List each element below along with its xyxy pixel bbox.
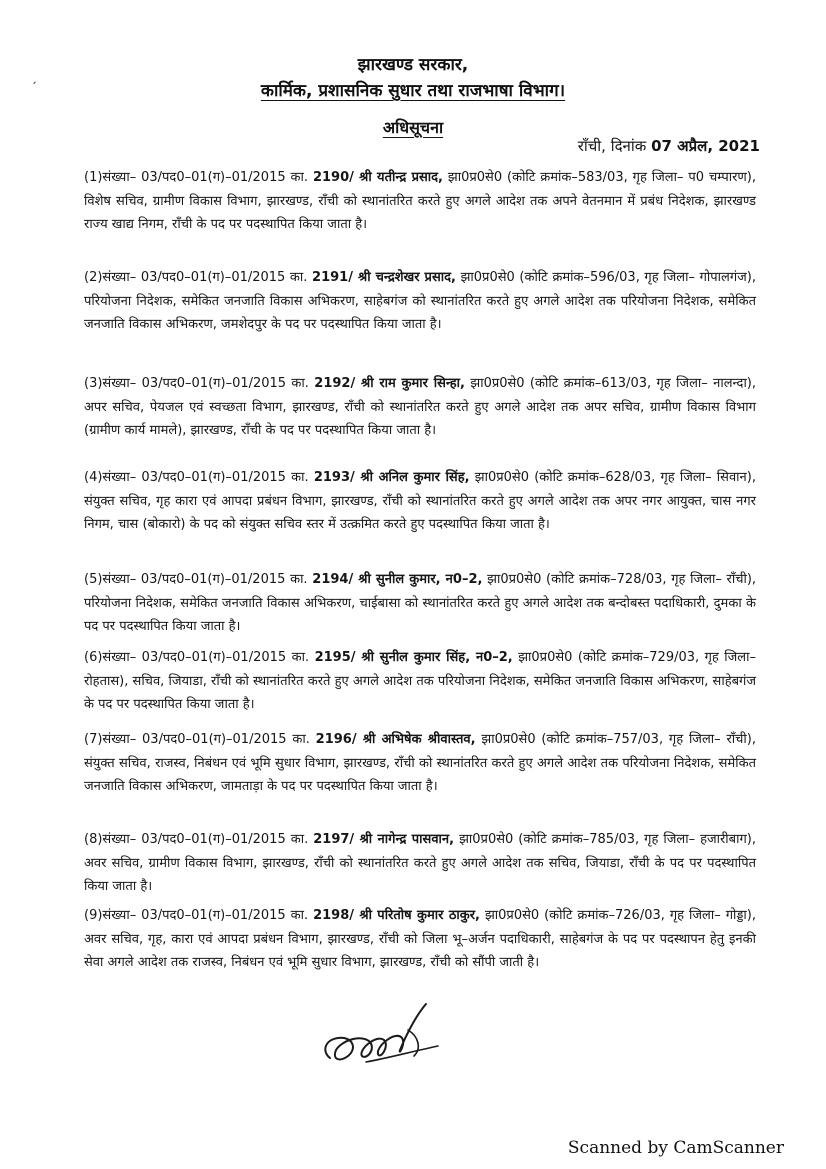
date-prefix: राँची, दिनांक bbox=[577, 137, 647, 155]
officer-name: / श्री अनिल कुमार सिंह, bbox=[350, 470, 470, 485]
order-number: 2195 bbox=[314, 650, 351, 665]
order-lead: (7)संख्या– 03/पद0–01(ग)–01/2015 का. bbox=[84, 732, 310, 747]
officer-name: / श्री चन्द्रशेखर प्रसाद, bbox=[348, 270, 456, 285]
officer-name: / श्री सुनील कुमार, न0–2, bbox=[348, 572, 483, 587]
order-number: 2198 bbox=[313, 908, 350, 923]
order-lead: (8)संख्या– 03/पद0–01(ग)–01/2015 का. bbox=[84, 832, 309, 847]
order-paragraph-5 bbox=[84, 568, 756, 639]
order-number: 2193 bbox=[313, 470, 351, 485]
order-number: 2197 bbox=[313, 832, 350, 847]
order-number: 2191 bbox=[312, 270, 349, 285]
order-lead: (3)संख्या– 03/पद0–01(ग)–01/2015 का. bbox=[84, 376, 309, 391]
officer-name: / श्री परितोष कुमार ठाकुर, bbox=[349, 908, 480, 923]
officer-name: / श्री अभिषेक श्रीवास्तव, bbox=[351, 732, 476, 747]
order-number: 2192 bbox=[314, 376, 351, 391]
order-paragraph-7 bbox=[84, 728, 756, 799]
signature bbox=[318, 1000, 458, 1080]
order-body: झा0प्र0से0 (कोटि क्रमांक–583/03, गृह जिला– प0 चम्पारण), विशेष सचिव, ग्रामीण विकास विभाग, झारखण्ड, राँची को स्थानांतरित करते हुए अगले आदेश तक अपने वेतनमान में प्रबंध निदेशक, झारखण्ड राज्य खाद्य निगम, राँची के पद पर पदस्थापित किया जाता है। bbox=[84, 170, 757, 232]
order-body: झा0प्र0से0 (कोटि क्रमांक–613/03, गृह जिला– नालन्दा), अपर सचिव, पेयजल एवं स्वच्छता विभाग, झारखण्ड, राँची को स्थानांतरित करते हुए अगले आदेश तक अपर सचिव, ग्रामीण विकास विभाग (ग्रामीण कार्य मामले), झारखण्ड, राँची के पद पर पदस्थापित किया जाता है। bbox=[84, 376, 757, 438]
scanner-watermark: Scanned by CamScanner bbox=[567, 1138, 784, 1158]
order-lead: (1)संख्या– 03/पद0–01(ग)–01/2015 का. bbox=[84, 170, 309, 185]
order-paragraph-4 bbox=[84, 466, 756, 537]
scan-mark: ˏ bbox=[31, 70, 37, 84]
order-body: झा0प्र0से0 (कोटि क्रमांक–729/03, गृह जिला– रोहतास), सचिव, जियाडा, राँची को स्थानांतरित करते हुए अगले आदेश तक परियोजना निदेशक, समेकित जनजाति विकास अभिकरण, साहेबगंज के पद पर पदस्थापित किया जाता है। bbox=[84, 650, 756, 712]
order-lead: (2)संख्या– 03/पद0–01(ग)–01/2015 का. bbox=[84, 270, 308, 285]
notice-date bbox=[578, 136, 760, 156]
officer-name: / श्री यतीन्द्र प्रसाद, bbox=[349, 170, 443, 185]
order-paragraph-8 bbox=[84, 828, 756, 899]
order-lead: (6)संख्या– 03/पद0–01(ग)–01/2015 का. bbox=[84, 650, 310, 665]
officer-name: / श्री सुनील कुमार सिंह, न0–2, bbox=[350, 650, 513, 665]
order-number: 2190 bbox=[312, 170, 350, 185]
order-number: 2194 bbox=[312, 572, 349, 587]
order-body: झा0प्र0से0 (कोटि क्रमांक–728/03, गृह जिला– राँची), परियोजना निदेशक, समेकित जनजाति विकास अभिकरण, चाईबासा को स्थानांतरित करते हुए अगले आदेश तक बन्दोबस्त पदाधिकारी, दुमका के पद पर पदस्थापित किया जाता है। bbox=[84, 572, 757, 634]
order-paragraph-6 bbox=[84, 646, 756, 717]
order-body: झा0प्र0से0 (कोटि क्रमांक–726/03, गृह जिला– गोड्डा), अवर सचिव, गृह, कारा एवं आपदा प्रबंधन विभाग, झारखण्ड, राँची को जिला भू–अर्जन पदाधिकारी, साहेबगंज के पद पर पदस्थापन हेतु इनकी सेवा अगले आदेश तक राजस्व, निबंधन एवं भूमि सुधार विभाग, झारखण्ड, राँची को सौंपी जाती है। bbox=[84, 908, 756, 970]
officer-name: / श्री राम कुमार सिन्हा, bbox=[350, 376, 465, 391]
order-paragraph-1 bbox=[84, 166, 756, 237]
order-paragraph-2 bbox=[84, 266, 756, 337]
order-lead: (9)संख्या– 03/पद0–01(ग)–01/2015 का. bbox=[84, 908, 309, 923]
order-paragraph-9 bbox=[84, 904, 756, 975]
department-header-text: कार्मिक, प्रशासनिक सुधार तथा राजभाषा विभाग। bbox=[260, 81, 566, 101]
order-paragraph-3 bbox=[84, 372, 756, 443]
officer-name: / श्री नागेन्द्र पासवान, bbox=[349, 832, 455, 847]
notice-title: अधिसूचना bbox=[382, 118, 444, 137]
order-lead: (5)संख्या– 03/पद0–01(ग)–01/2015 का. bbox=[84, 572, 308, 587]
order-body: झा0प्र0से0 (कोटि क्रमांक–596/03, गृह जिला– गोपालगंज), परियोजना निदेशक, समेकित जनजाति विकास अभिकरण, साहेबगंज को स्थानांतरित करते हुए अगले आदेश तक परियोजना निदेशक, समेकित जनजाति विकास अभिकरण, जमशेदपुर के पद पर पदस्थापित किया जाता है। bbox=[84, 270, 757, 332]
order-lead: (4)संख्या– 03/पद0–01(ग)–01/2015 का. bbox=[84, 470, 309, 485]
order-body: झा0प्र0से0 (कोटि क्रमांक–757/03, गृह जिला– राँची), संयुक्त सचिव, राजस्व, निबंधन एवं भूमि सुधार विभाग, झारखण्ड, राँची को स्थानांतरित करते हुए अगले आदेश तक परियोजना निदेशक, समेकित जनजाति विकास अभिकरण, जामताड़ा के पद पर पदस्थापित किया जाता है। bbox=[84, 732, 756, 794]
date-value: 07 अप्रैल, 2021 bbox=[651, 137, 760, 155]
order-number: 2196 bbox=[315, 732, 352, 747]
government-header: झारखण्ड सरकार, bbox=[357, 55, 469, 75]
department-header bbox=[0, 78, 826, 101]
order-body: झा0प्र0से0 (कोटि क्रमांक–628/03, गृह जिला– सिवान), संयुक्त सचिव, गृह कारा एवं आपदा प्रबंधन विभाग, झारखण्ड, राँची को स्थानांतरित करते हुए अगले आदेश तक अपर नगर आयुक्त, चास नगर निगम, चास (बोकारो) के पद को संयुक्त सचिव स्तर में उत्क्रमित करते हुए पदस्थापित किया जाता है। bbox=[84, 470, 756, 532]
order-body: झा0प्र0से0 (कोटि क्रमांक–785/03, गृह जिला– हजारीबाग), अवर सचिव, ग्रामीण विकास विभाग, झारखण्ड, राँची को स्थानांतरित करते हुए अगले आदेश तक सचिव, जियाडा, राँची के पद पर पदस्थापित किया जाता है। bbox=[84, 832, 756, 894]
